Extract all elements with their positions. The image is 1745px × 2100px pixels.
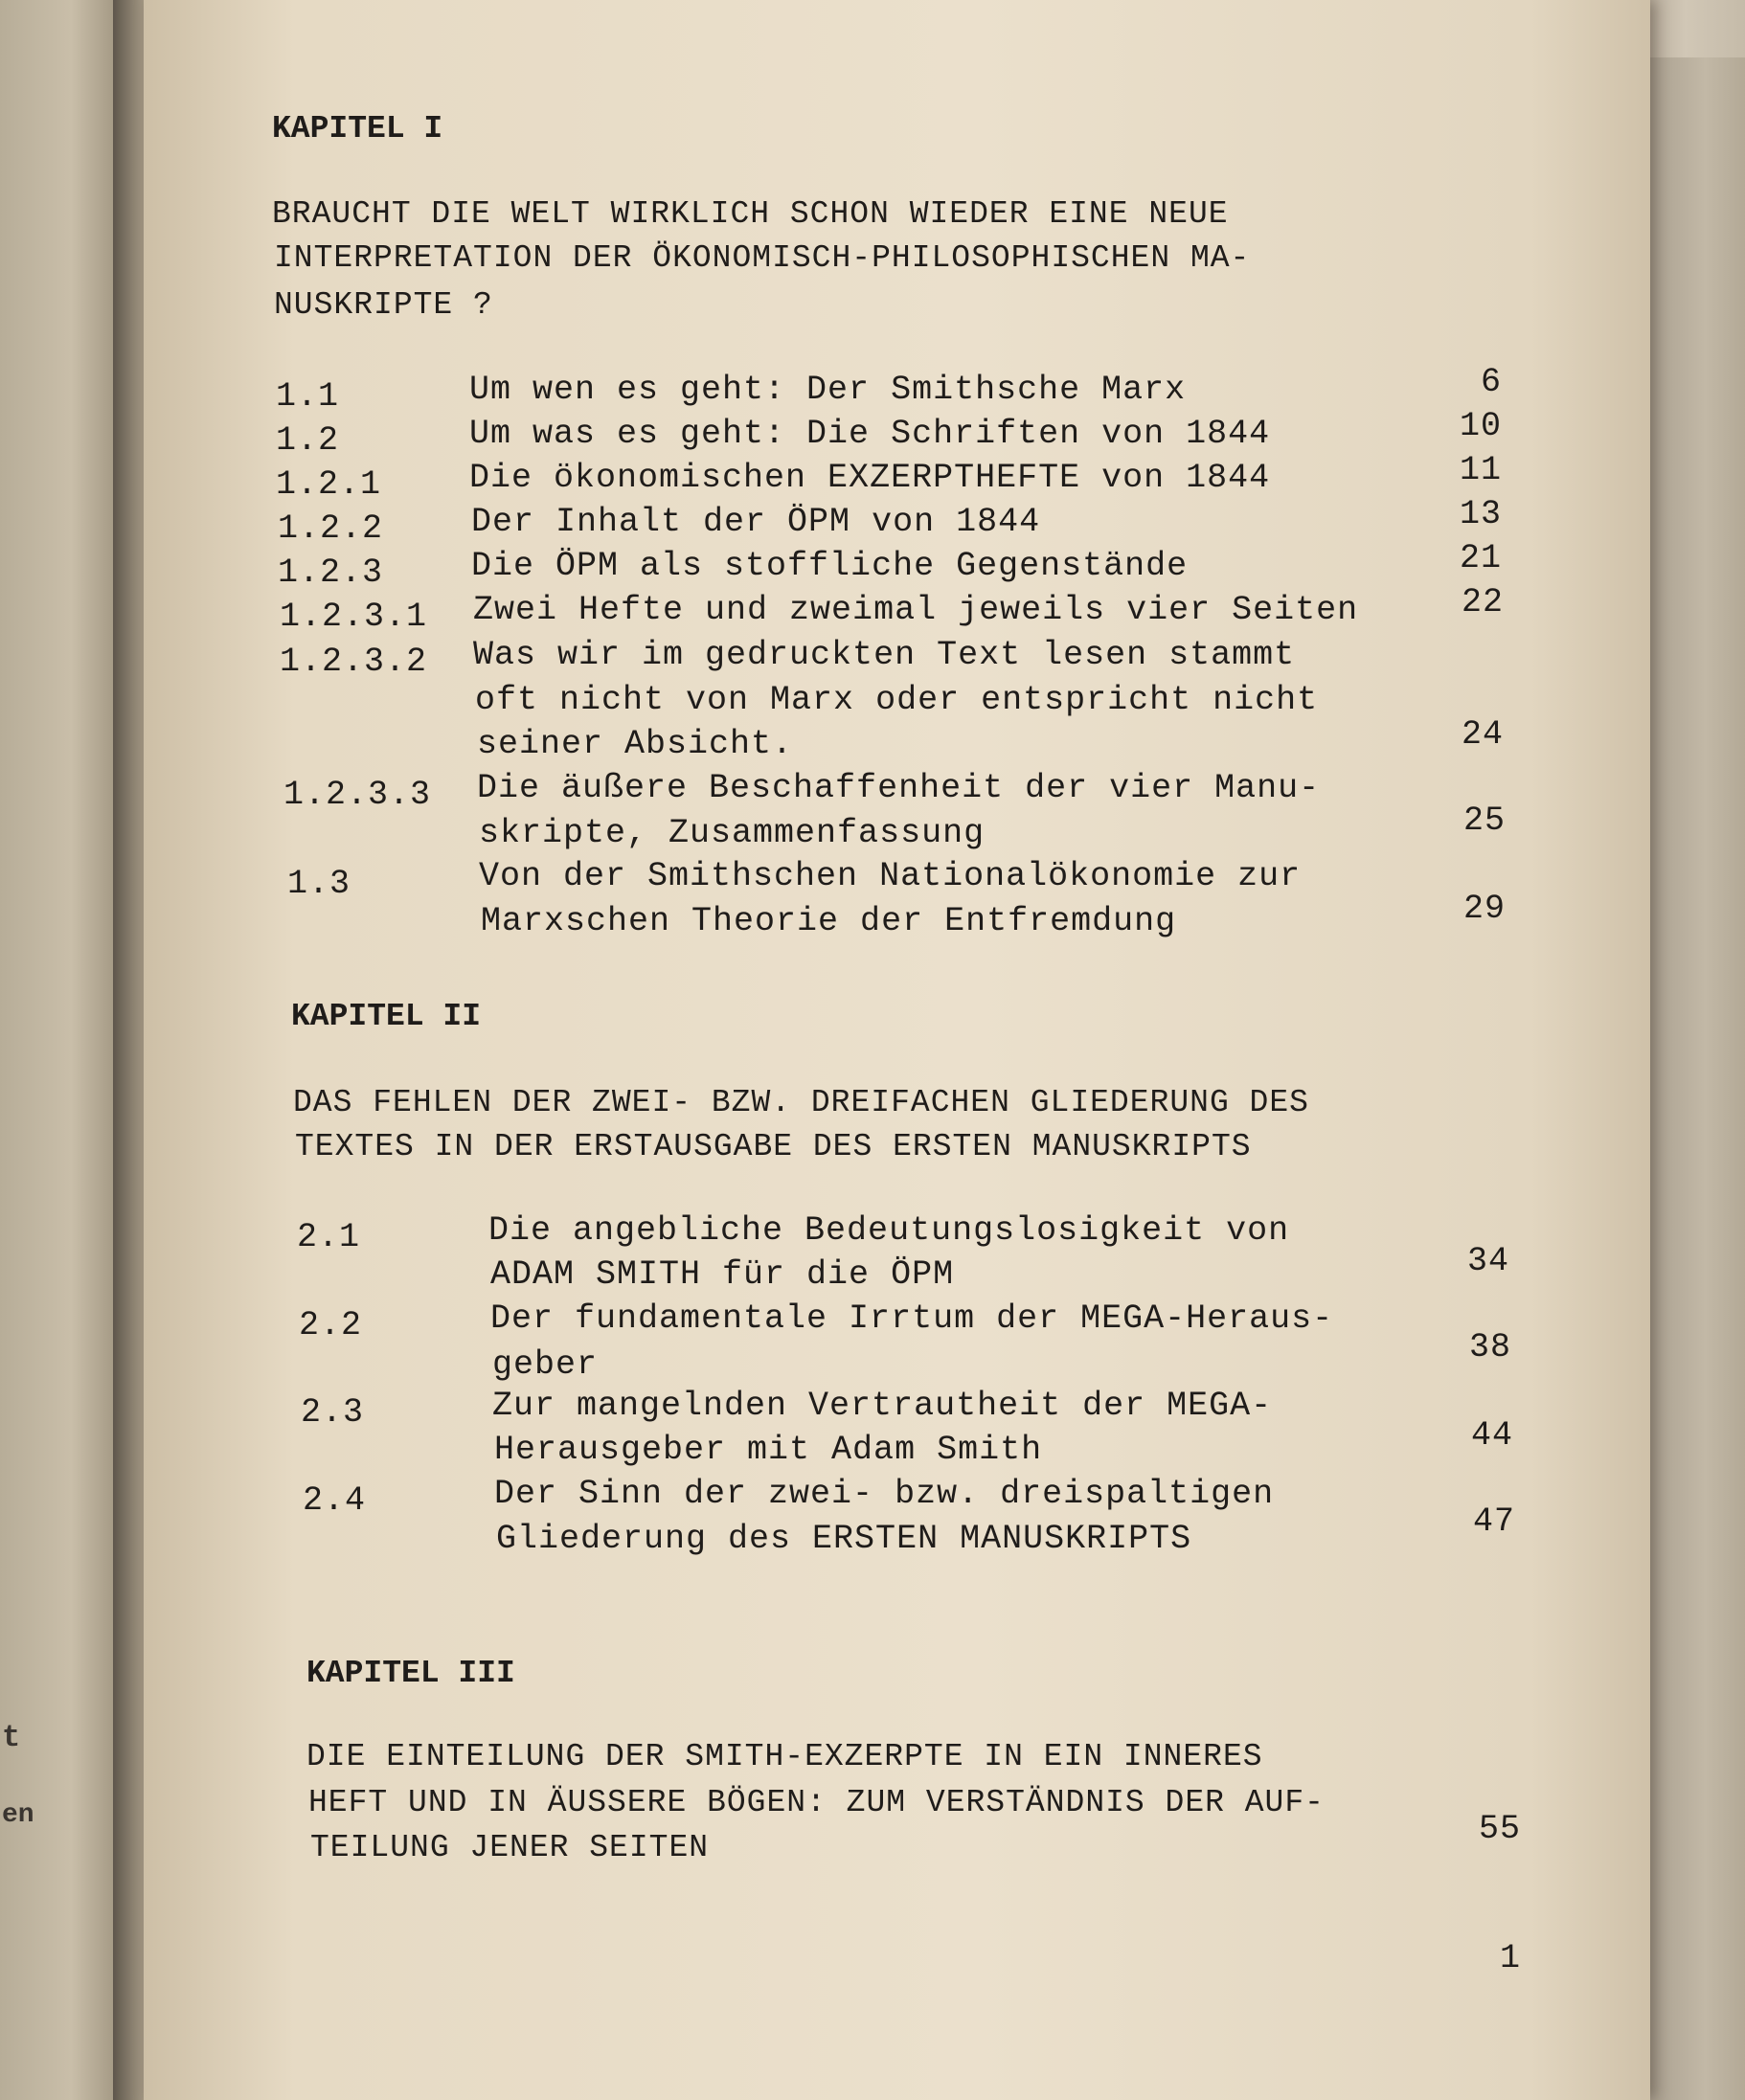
toc-entry-title: Um wen es geht: Der Smithsche Marx bbox=[469, 371, 1187, 409]
toc-entry-number: 2.3 bbox=[301, 1393, 365, 1432]
toc-entry-number: 1.2.3.3 bbox=[283, 776, 432, 814]
toc-entry-number: 1.1 bbox=[276, 377, 340, 416]
toc-entry-number: 1.2.3.2 bbox=[280, 643, 428, 681]
chapter-heading-line: TEILUNG JENER SEITEN bbox=[310, 1830, 710, 1865]
toc-entry-page: 6 bbox=[1480, 363, 1502, 401]
toc-entry-page: 38 bbox=[1468, 1328, 1511, 1366]
toc-entry-number: 1.2.2 bbox=[278, 509, 384, 548]
toc-entry-title: oft nicht von Marx oder entspricht nicht bbox=[475, 681, 1319, 719]
toc-entry-number: 1.2 bbox=[276, 421, 340, 460]
toc-entry-page: 10 bbox=[1459, 407, 1502, 445]
toc-entry-title: skripte, Zusammenfassung bbox=[479, 814, 986, 852]
toc-entry-title: Herausgeber mit Adam Smith bbox=[494, 1431, 1043, 1469]
toc-entry-title: Die angebliche Bedeutungslosigkeit von bbox=[488, 1211, 1290, 1250]
toc-entry-page: 11 bbox=[1459, 451, 1502, 489]
toc-entry-page: 21 bbox=[1459, 539, 1502, 577]
toc-entry-page: 44 bbox=[1470, 1416, 1513, 1455]
toc-entry-title: Der Inhalt der ÖPM von 1844 bbox=[471, 503, 1041, 541]
toc-entry-title: Gliederung des ERSTEN MANUSKRIPTS bbox=[496, 1520, 1192, 1558]
toc-entry-title: Der fundamentale Irrtum der MEGA-Heraus- bbox=[490, 1299, 1334, 1338]
toc-entry-title: Marxschen Theorie der Entfremdung bbox=[481, 902, 1177, 940]
toc-entry-title: Der Sinn der zwei- bzw. dreispaltigen bbox=[494, 1475, 1275, 1513]
chapter-heading-line: HEFT UND IN ÄUSSERE BÖGEN: ZUM VERSTÄNDNIS DER AUF- bbox=[308, 1785, 1325, 1820]
toc-entry-title: Zur mangelnden Vertrautheit der MEGA- bbox=[492, 1387, 1273, 1425]
left-page-fragment: en bbox=[2, 1800, 34, 1830]
chapter-label: KAPITEL II bbox=[291, 999, 482, 1034]
chapter-label: KAPITEL III bbox=[306, 1656, 515, 1691]
toc-entry-page: 55 bbox=[1478, 1810, 1521, 1848]
toc-entry-title: ADAM SMITH für die ÖPM bbox=[490, 1255, 955, 1294]
toc-entry-page: 25 bbox=[1462, 802, 1506, 840]
toc-entry-title: seiner Absicht. bbox=[477, 725, 794, 763]
toc-entry-number: 2.2 bbox=[299, 1306, 363, 1344]
toc-entry-page: 22 bbox=[1461, 583, 1504, 621]
page-number: 1 bbox=[1499, 1939, 1521, 1977]
toc-entry-title: Die ökonomischen EXZERPTHEFTE von 1844 bbox=[469, 459, 1271, 497]
toc-entry-page: 24 bbox=[1461, 715, 1504, 754]
chapter-heading-line: TEXTES IN DER ERSTAUSGABE DES ERSTEN MANUSKRIPTS bbox=[295, 1129, 1252, 1164]
chapter-heading-line: INTERPRETATION DER ÖKONOMISCH-PHILOSOPHISCHEN MA- bbox=[274, 240, 1251, 276]
toc-entry-title: geber bbox=[492, 1345, 599, 1384]
toc-entry-page: 34 bbox=[1466, 1242, 1509, 1280]
toc-entry-title: Zwei Hefte und zweimal jeweils vier Seiten bbox=[473, 591, 1359, 629]
toc-entry-title: Was wir im gedruckten Text lesen stammt bbox=[473, 636, 1296, 674]
toc-entry-title: Um was es geht: Die Schriften von 1844 bbox=[469, 415, 1271, 453]
toc-entry-number: 1.2.3 bbox=[278, 553, 384, 592]
toc-entry-title: Von der Smithschen Nationalökonomie zur bbox=[479, 857, 1302, 895]
toc-entry-page: 47 bbox=[1472, 1502, 1515, 1541]
chapter-heading-line: BRAUCHT DIE WELT WIRKLICH SCHON WIEDER EINE NEUE bbox=[272, 196, 1229, 232]
chapter-heading-line: DAS FEHLEN DER ZWEI- BZW. DREIFACHEN GLIEDERUNG DES bbox=[293, 1085, 1309, 1120]
toc-entry-page: 13 bbox=[1459, 495, 1502, 533]
toc-entry-number: 2.1 bbox=[297, 1218, 361, 1256]
toc-entry-number: 2.4 bbox=[303, 1481, 367, 1520]
toc-entry-number: 1.2.1 bbox=[276, 465, 382, 504]
left-page-fragment: t bbox=[2, 1720, 21, 1755]
toc-entry-title: Die äußere Beschaffenheit der vier Manu- bbox=[477, 769, 1321, 807]
chapter-heading-line: DIE EINTEILUNG DER SMITH-EXZERPTE IN EIN INNERES bbox=[306, 1739, 1263, 1774]
toc-entry-title: Die ÖPM als stoffliche Gegenstände bbox=[471, 547, 1189, 585]
chapter-label: KAPITEL I bbox=[272, 111, 443, 147]
chapter-heading-line: NUSKRIPTE ? bbox=[274, 287, 493, 323]
toc-entry-number: 1.2.3.1 bbox=[280, 598, 428, 636]
toc-entry-number: 1.3 bbox=[287, 865, 351, 903]
toc-entry-page: 29 bbox=[1462, 890, 1506, 928]
